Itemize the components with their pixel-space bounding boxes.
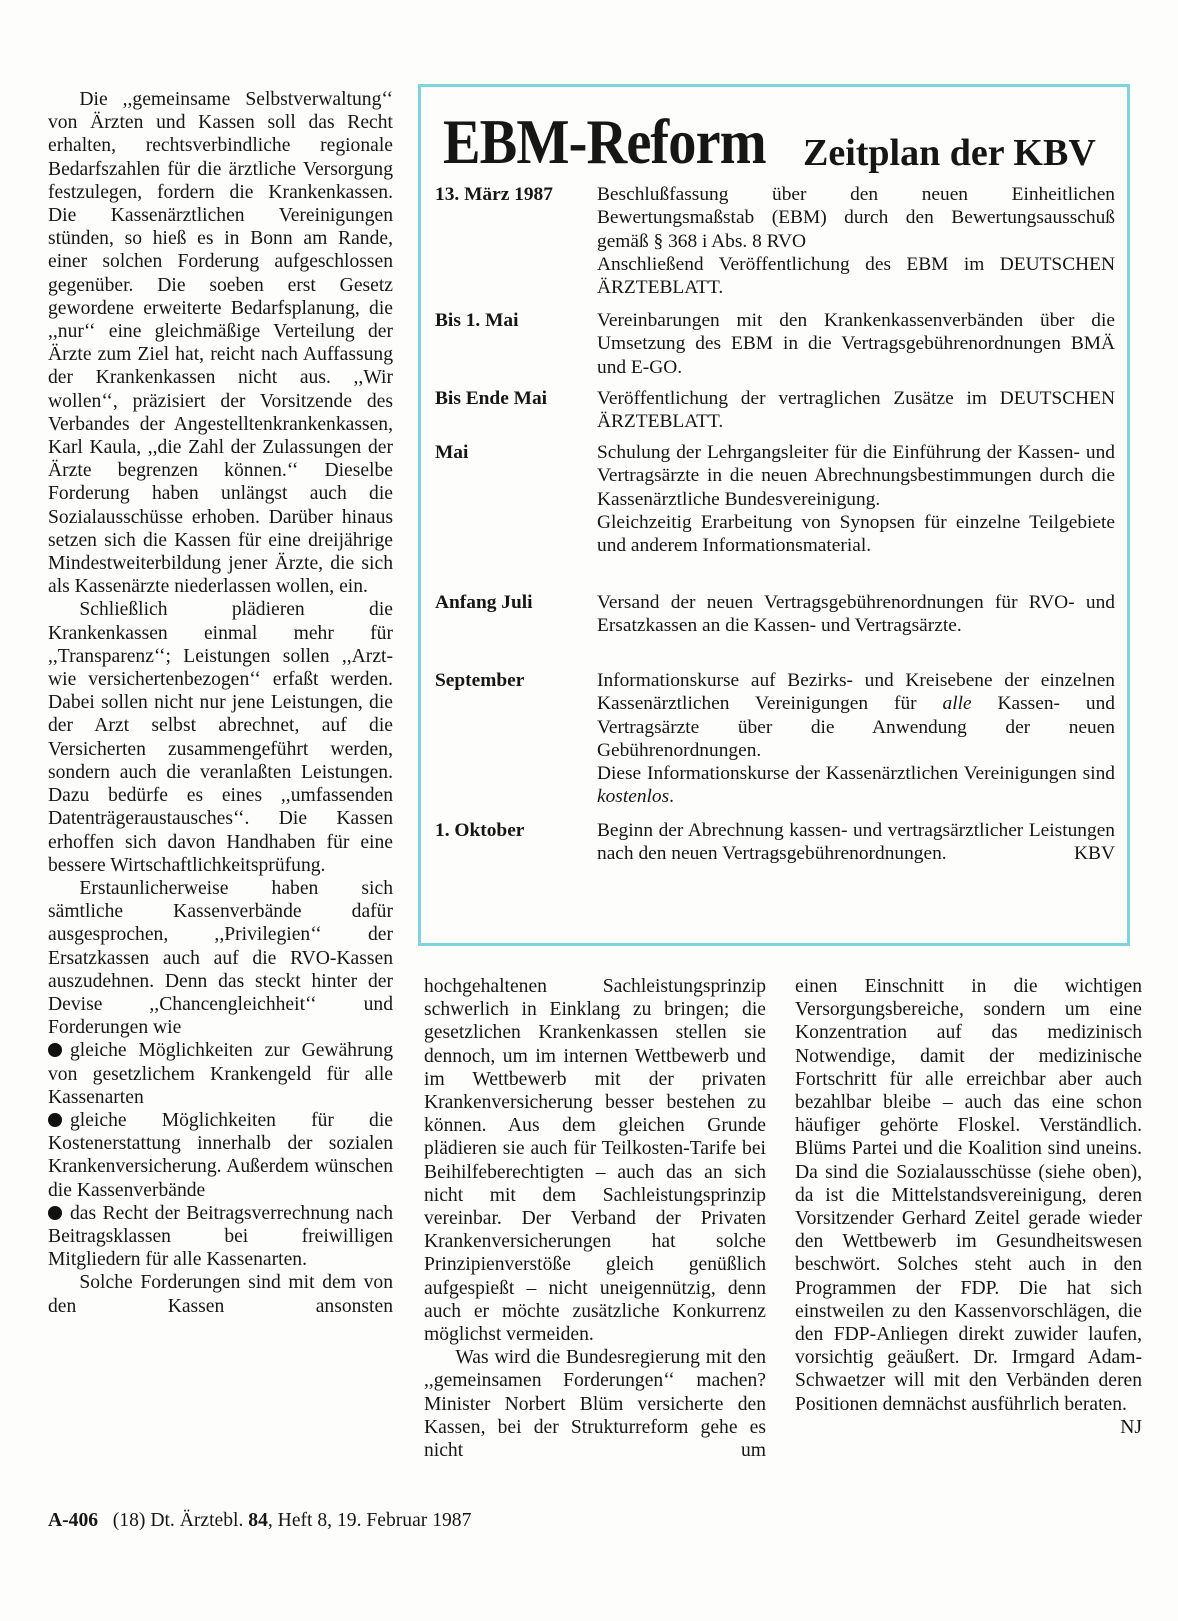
- entry-text: Informationskurse auf Bezirks- und Kreisebene der einzelnen Kassenärztlichen Vereinigungen für alle Kassen- und Vertragsärzte über die Anwendung der neuen Gebührenordnungen. Diese Informationskurse der Kassenärztlichen Vereinigungen sind kostenlos.: [597, 670, 1115, 808]
- box-heading: [443, 105, 1096, 179]
- middle-column: [424, 975, 766, 1462]
- timeline-entry: [435, 591, 1115, 638]
- bullet-item: gleiche Möglichkeiten für die Kostenerstattung innerhalb der sozialen Krankenversicherung. Außerdem wünschen die Kassenverbände: [48, 1109, 393, 1201]
- volume: 84: [248, 1510, 268, 1531]
- entry-text: Versand der neuen Vertragsgebührenordnungen für RVO- und Ersatzkassen an die Kassen- und Vertragsärzte.: [597, 592, 1115, 637]
- timeline-entry: [435, 669, 1115, 809]
- entry-date: 13. März 1987: [435, 184, 553, 205]
- citation: (18) Dt. Ärztebl.: [112, 1510, 244, 1531]
- left-column: [48, 88, 393, 1318]
- entry-text: Veröffentlichung der vertraglichen Zusätze im DEUTSCHEN ÄRZTEBLATT.: [597, 388, 1115, 433]
- entry-text: Schulung der Lehrgangsleiter für die Einführung der Kassen- und Vertragsärzte in die neuen Abrechnungsbestimmungen durch die Kassenärztliche Bundesvereinigung. Gleichzeitig Erarbeitung von Synopsen für einzelne Teilgebiete und anderem Informationsmaterial.: [597, 442, 1115, 557]
- signature: KBV: [1074, 843, 1115, 865]
- bullet-icon: [48, 1113, 62, 1127]
- entry-date: September: [435, 670, 525, 691]
- entry-date: Bis Ende Mai: [435, 388, 548, 409]
- entry-date: Anfang Juli: [435, 592, 533, 613]
- author-initials: NJ: [1120, 1416, 1142, 1438]
- bullet-item: gleiche Möglichkeiten zur Gewährung von gesetzlichem Krankengeld für alle Kassenarten: [48, 1040, 393, 1108]
- entry-text: Beschlußfassung über den neuen Einheitlichen Bewertungsmaßstab (EBM) durch den Bewertungsausschuß gemäß § 368 i Abs. 8 RVO Anschließend Veröffentlichung des EBM im DEUTSCHEN ÄRZTEBLATT.: [597, 184, 1115, 299]
- timeline-entry: [435, 183, 1115, 299]
- entry-date: 1. Oktober: [435, 820, 525, 841]
- timeline-entry: [435, 441, 1115, 557]
- timeline-box: [418, 84, 1130, 946]
- timeline-entry: [435, 387, 1115, 434]
- right-column: [795, 975, 1142, 1439]
- box-subtitle: Zeitplan der KBV: [803, 132, 1096, 174]
- box-title: EBM-Reform: [443, 106, 766, 177]
- issue: , Heft 8, 19. Februar 1987: [267, 1510, 472, 1531]
- bullet-icon: [48, 1043, 62, 1057]
- bullet-item: das Recht der Beitragsverrechnung nach Beitragsklassen bei freiwilligen Mitgliedern für alle Kassenarten.: [48, 1202, 393, 1271]
- timeline-entry: [435, 309, 1115, 379]
- paragraph: Die ,,gemeinsame Selbstverwaltung‘‘ von Ärzten und Kassen soll das Recht erhalten, rechtsverbindliche regionale Bedarfszahlen für die ärztliche Versorgung festzulegen, fordern die Krankenkassen. Die Kassenärztlichen Vereinigungen stünden, so hieß es in Bonn am Rande, einer solchen Forderung aufgeschlossen gegenüber. Die soeben erst Gesetz gewordene erweiterte Bedarfsplanung, die ,,nur‘‘ eine gleichmäßige Verteilung der Ärzte zum Ziel hat, reicht nach Auffassung der Krankenkassen nicht aus. ,,Wir wollen‘‘, präzisiert der Vorsitzende des Verbandes der Angestelltenkrankenkassen, Karl Kaula, ,,die Zahl der Zulassungen der Ärzte begrenzen können.‘‘ Dieselbe Forderung haben unlängst auch die Sozialausschüsse erhoben. Darüber hinaus setzen sich die Kassen für eine dreijährige Mindestweiterbildung jener Ärzte, die sich als Kassenärzte niederlassen wollen, ein.: [48, 89, 393, 598]
- page-footer: [48, 1510, 471, 1532]
- entry-date: Mai: [435, 442, 469, 463]
- paragraph: Solche Forderungen sind mit dem von den Kassen ansonsten: [48, 1272, 393, 1317]
- timeline-entry: [435, 819, 1115, 866]
- entry-text: Vereinbarungen mit den Krankenkassenverbänden über die Umsetzung des EBM in die Vertragsgebührenordnungen BMÄ und E-GO.: [597, 310, 1115, 378]
- entry-date: Bis 1. Mai: [435, 310, 519, 331]
- entry-text: Beginn der Abrechnung kassen- und vertragsärztlicher Leistungen nach den neuen Vertragsgebührenordnungen. KBV: [597, 820, 1115, 865]
- paragraph: hochgehaltenen Sachleistungsprinzip schwerlich in Einklang zu bringen; die gesetzlichen Krankenkassen stellen sie dennoch, um im internen Wettbewerb und im Wettbewerb mit der privaten Krankenversicherung besser bestehen zu können. Aus dem gleichen Grunde plädieren sie auch für Teilkosten-Tarife bei Beihilfeberechtigten – auch das an sich nicht mit dem Sachleistungsprinzip vereinbar. Der Verband der Privaten Krankenversicherungen hat solche Prinzipienverstöße gleich genüßlich aufgespießt – nicht uneigennützig, denn auch er möchte zusätzliche Konkurrenz möglichst vermeiden.: [424, 976, 766, 1346]
- paragraph: einen Einschnitt in die wichtigen Versorgungsbereiche, sondern um eine Konzentration auf das medizinisch Notwendige, damit der medizinische Fortschritt für alle erreichbar aber auch bezahlbar bleibe – auch das eine schon häufiger gehörte Floskel. Verständlich. Blüms Partei und die Koalition sind uneins. Da sind die Sozialausschüsse (siehe oben), da ist die Mittelstandsvereinigung, deren Vorsitzender Gerhard Zeitel gerade wieder den Wettbewerb im Gesundheitswesen beschwört. Solches steht auch in den Programmen der FDP. Die hat sich einstweilen zu den Kassenvorschlägen, die den FDP-Anliegen direkt zuwider laufen, vorsichtig geäußert. Dr. Irmgard Adam-Schwaetzer will mit den Verbänden deren Positionen demnächst ausführlich beraten. NJ: [795, 976, 1142, 1438]
- paragraph: Erstaunlicherweise haben sich sämtliche Kassenverbände dafür ausgesprochen, ,,Privilegien‘‘ der Ersatzkassen auch auf die RVO-Kassen auszudehnen. Denn das steckt hinter der Devise ,,Chancengleichheit‘‘ und Forderungen wie: [48, 877, 393, 1039]
- bullet-icon: [48, 1206, 62, 1220]
- paragraph: Was wird die Bundesregierung mit den ,,gemeinsamen Forderungen‘‘ machen? Minister Norbert Blüm versicherte den Kassen, bei der Strukturreform gehe es nicht um: [424, 1347, 766, 1462]
- paragraph: Schließlich plädieren die Krankenkassen einmal mehr für ,,Transparenz‘‘; Leistungen sollen ,,Arzt- wie versichertenbezogen‘‘ erfaßt werden. Dabei sollen nicht nur jene Leistungen, die der Arzt selbst abrechnet, auf die Versicherten zusammengeführt werden, sondern auch die veranlaßten Leistungen. Dazu bedürfe es eines ,,umfassenden Datenträgeraustausches‘‘. Die Kassen erhoffen sich davon Handhaben für eine bessere Wirtschaftlichkeitsprüfung.: [48, 599, 393, 876]
- page-number: A-406: [48, 1510, 99, 1531]
